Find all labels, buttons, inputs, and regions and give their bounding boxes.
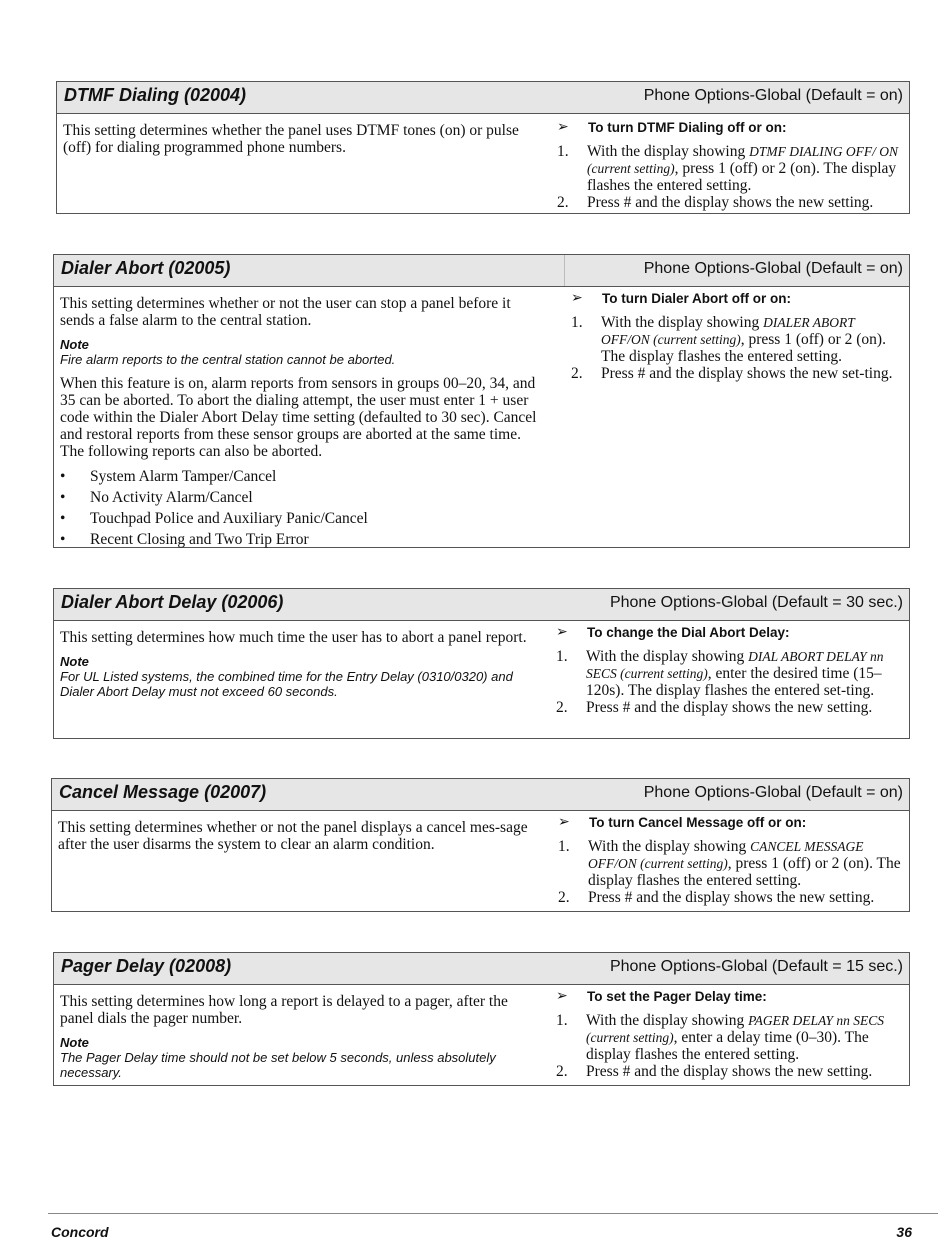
procedure-step-2: 2. Press # and the display shows the new setting. [556,699,873,716]
section-category: Phone Options-Global (Default = on) [643,784,903,801]
list-item: • System Alarm Tamper/Cancel [60,468,277,485]
procedure-title: ➢ To turn DTMF Dialing off or on: [557,118,787,135]
description-text: This setting determines whether or not the panel displays a cancel mes-sage after the user disarms the system to clear an alarm condition. [58,819,528,853]
procedure [556,988,903,1080]
procedure-step-2: 2. Press # and the display shows the new setting. [558,889,875,906]
arrow-icon: ➢ [558,813,570,829]
note-label: Note [60,337,89,352]
section-title: DTMF Dialing (02004) [64,85,247,105]
section-description [60,993,544,1088]
section-category: Phone Options-Global (Default = on) [643,87,903,104]
procedure-title: ➢ To set the Pager Delay time: [556,987,767,1004]
procedure-title: ➢ To turn Cancel Message off or on: [558,813,807,830]
section-dtmf-dialing [56,81,910,214]
procedure-step-1: 1. With the display showing DIALER ABORT OFF/ON (current setting), press 1 (off) or 2 (on). The display flashes the entered setting. [571,314,886,365]
procedure-step-1: 1. With the display showing DIAL ABORT DELAY nn SECS (current setting), enter the desired time (15–120s). The display flashes the entered set-ting. [556,648,884,699]
procedure-step-1: 1. With the display showing DTMF DIALING OFF/ ON (current setting), press 1 (off) or 2 (on). The display flashes the entered setting. [557,143,898,194]
section-header [54,255,909,287]
procedure [571,290,903,382]
section-description [63,122,541,164]
section-title: Cancel Message (02007) [59,782,267,802]
description-text: This setting determines how long a report is delayed to a pager, after the panel dials the pager number. [60,993,508,1027]
arrow-icon: ➢ [556,623,568,639]
procedure-step-2: 2. Press # and the display shows the new setting. [556,1063,873,1080]
section-header [52,779,909,811]
procedure [557,119,903,211]
section-category: Phone Options-Global (Default = on) [643,260,903,277]
section-dialer-abort [53,254,910,548]
section-cancel-message [51,778,910,912]
section-header [54,953,909,985]
procedure-step-1: 1. With the display showing CANCEL MESSAGE OFF/ON (current setting), press 1 (off) or 2 (on). The display flashes the entered setting. [558,838,901,889]
footer-product-name: Concord [51,1224,109,1240]
section-header [57,82,909,114]
section-description [60,295,548,552]
description-text: This setting determines whether or not the user can stop a panel before it sends a false alarm to the central station. [60,295,511,329]
procedure-step-2: 2. Press # and the display shows the new set-ting. [571,365,893,382]
list-item: • Recent Closing and Two Trip Error [60,531,309,548]
page-number: 36 [896,1224,912,1240]
note-label: Note [60,1035,89,1050]
footer-divider [48,1213,938,1214]
list-item: • Touchpad Police and Auxiliary Panic/Cancel [60,510,368,527]
section-description [60,629,540,707]
list-item: • No Activity Alarm/Cancel [60,489,253,506]
note-text: For UL Listed systems, the combined time for the Entry Delay (0310/0320) and Dialer Abort Delay must not exceed 60 seconds. [60,669,513,699]
section-title: Pager Delay (02008) [61,956,232,976]
header-divider [564,255,565,286]
arrow-icon: ➢ [571,289,583,305]
section-description [58,819,542,861]
description-text-2: When this feature is on, alarm reports from sensors in groups 00–20, 34, and 35 can be aborted. To abort the dialing attempt, the user must enter 1 + user code within the Dialer Abort Delay time setting (defaulted to 30 sec). Cancel and restoral reports from these sensor groups are aborted at the same time. The following reports can also be aborted. [60,375,537,460]
note-text: The Pager Delay time should not be set below 5 seconds, unless absolutely necessary. [60,1050,496,1080]
section-title: Dialer Abort (02005) [61,258,231,278]
arrow-icon: ➢ [557,118,569,134]
procedure-title: ➢ To change the Dial Abort Delay: [556,623,790,640]
procedure [556,624,903,716]
note-text: Fire alarm reports to the central station cannot be aborted. [60,352,396,367]
section-header [54,589,909,621]
section-category: Phone Options-Global (Default = 15 sec.) [609,958,903,975]
description-text: This setting determines whether the panel uses DTMF tones (on) or pulse (off) for dialing programmed phone numbers. [63,122,519,156]
arrow-icon: ➢ [556,987,568,1003]
description-text: This setting determines how much time the user has to abort a panel report. [60,629,527,646]
procedure-step-2: 2. Press # and the display shows the new setting. [557,194,874,211]
procedure-step-1: 1. With the display showing PAGER DELAY nn SECS (current setting), enter a delay time (0–30). The display flashes the entered setting. [556,1012,885,1063]
procedure [558,814,903,906]
bullet-list [60,468,548,548]
section-dialer-abort-delay [53,588,910,739]
section-title: Dialer Abort Delay (02006) [61,592,284,612]
procedure-title: ➢ To turn Dialer Abort off or on: [571,289,791,306]
note-label: Note [60,654,89,669]
section-pager-delay [53,952,910,1086]
section-category: Phone Options-Global (Default = 30 sec.) [609,594,903,611]
